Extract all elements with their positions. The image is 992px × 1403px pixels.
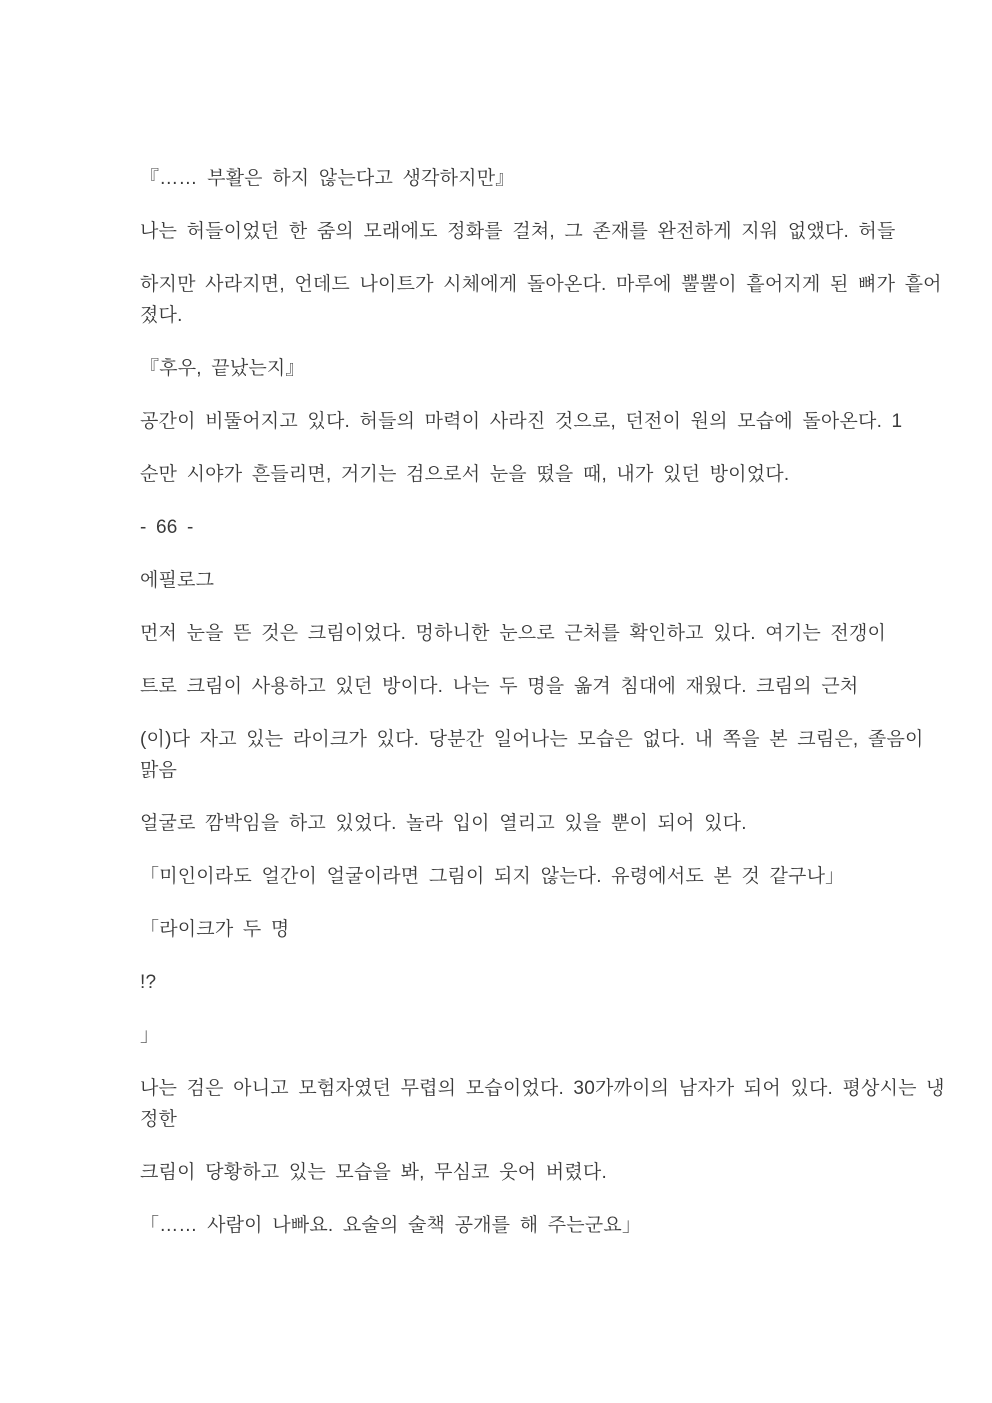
narration-line: 트로 크림이 사용하고 있던 방이다. 나는 두 명을 옮겨 침대에 재웠다. 크림의 근처	[140, 676, 859, 697]
narration-line: 크림이 당황하고 있는 모습을 봐, 무심코 웃어 버렸다.	[140, 1162, 607, 1183]
page-number: - 66 -	[140, 517, 194, 538]
narration-line-continuation: 졌다.	[140, 305, 183, 326]
narration-line: (이)다 자고 있는 라이크가 있다. 당분간 일어나는 모습은 없다. 내 쪽을 본 크림은, 졸음이	[140, 729, 924, 750]
narration-line: 먼저 눈을 뜬 것은 크림이었다. 멍하니한 눈으로 근처를 확인하고 있다. 여기는 전갱이	[140, 623, 887, 644]
text-column	[140, 163, 945, 1241]
narration-line: 나는 검은 아니고 모험자였던 무렵의 모습이었다. 30가까이의 남자가 되어 있다. 평상시는 냉	[140, 1078, 945, 1099]
narration-line: 공간이 비뚤어지고 있다. 허들의 마력이 사라진 것으로, 던전이 원의 모습에 돌아온다. 1	[140, 411, 903, 432]
dialogue-line: 「라이크가 두 명	[140, 919, 290, 940]
chapter-heading: 에필로그	[140, 570, 215, 591]
dialogue-line: 「미인이라도 얼간이 얼굴이라면 그림이 되지 않는다. 유령에서도 본 것 같구나」	[140, 866, 845, 887]
narration-line-continuation: 맑음	[140, 760, 178, 781]
dialogue-line: 『후우, 끝났는지』	[140, 358, 305, 379]
dialogue-line: 「…… 사람이 나빠요. 요술의 술책 공개를 해 주는군요」	[140, 1215, 642, 1236]
dialogue-line: 『…… 부활은 하지 않는다고 생각하지만』	[140, 168, 515, 189]
narration-line: 순만 시야가 흔들리면, 거기는 검으로서 눈을 떴을 때, 내가 있던 방이었다.	[140, 464, 790, 485]
dialogue-close-bracket: 」	[140, 1025, 160, 1046]
narration-line: 하지만 사라지면, 언데드 나이트가 시체에게 돌아온다. 마루에 뿔뿔이 흩어지게 된 뼈가 흩어	[140, 274, 942, 295]
dialogue-line: !?	[140, 972, 157, 993]
narration-line-continuation: 정한	[140, 1109, 178, 1130]
narration-line: 나는 허들이었던 한 줌의 모래에도 정화를 걸쳐, 그 존재를 완전하게 지워 없앴다. 허들	[140, 221, 896, 242]
narration-line: 얼굴로 깜박임을 하고 있었다. 놀라 입이 열리고 있을 뿐이 되어 있다.	[140, 813, 747, 834]
